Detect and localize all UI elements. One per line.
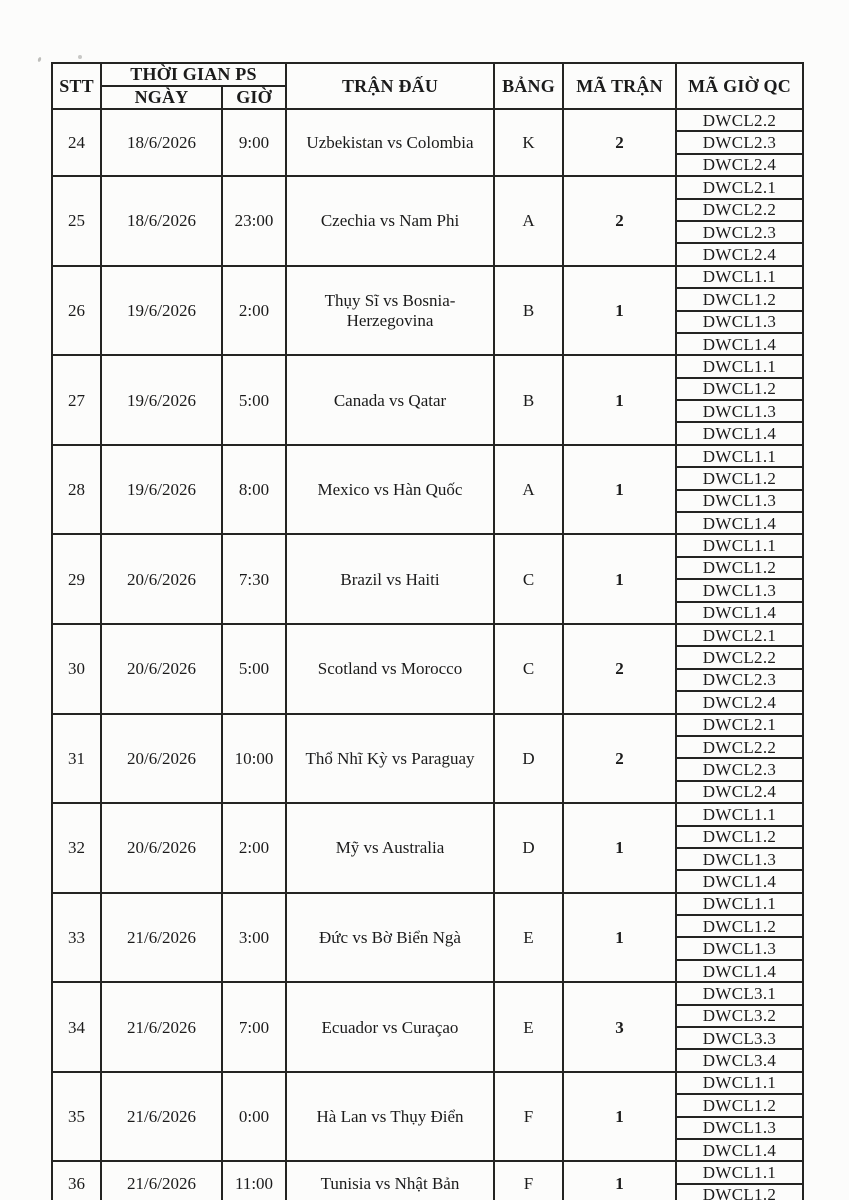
ad-time-code-cell: DWCL2.2: [676, 199, 803, 221]
group-cell: F: [494, 1161, 563, 1200]
stt-cell: 35: [52, 1072, 101, 1162]
match-row: [52, 1072, 803, 1094]
stt-cell: 25: [52, 176, 101, 266]
date-cell: 19/6/2026: [101, 266, 222, 356]
ad-time-code-cell: DWCL1.3: [676, 1117, 803, 1139]
ad-time-code-cell: DWCL1.4: [676, 512, 803, 534]
ad-time-code-cell: DWCL1.3: [676, 400, 803, 422]
group-cell: K: [494, 109, 563, 176]
ad-time-code-cell: DWCL1.1: [676, 1072, 803, 1094]
time-cell: 5:00: [222, 624, 286, 714]
date-cell: 20/6/2026: [101, 624, 222, 714]
stt-cell: 32: [52, 803, 101, 893]
match-code-cell: 3: [563, 982, 676, 1072]
date-cell: 21/6/2026: [101, 893, 222, 983]
match-row: [52, 176, 803, 198]
ad-time-code-cell: DWCL1.4: [676, 870, 803, 892]
ad-time-code-cell: DWCL1.1: [676, 445, 803, 467]
ad-time-code-cell: DWCL1.1: [676, 355, 803, 377]
header-ngay: NGÀY: [101, 86, 222, 109]
ad-time-code-cell: DWCL2.3: [676, 669, 803, 691]
group-cell: E: [494, 893, 563, 983]
stt-cell: 36: [52, 1161, 101, 1200]
ad-time-code-cell: DWCL1.4: [676, 333, 803, 355]
header-stt: STT: [52, 63, 101, 109]
match-cell: Uzbekistan vs Colombia: [286, 109, 494, 176]
ad-time-code-cell: DWCL2.4: [676, 243, 803, 265]
time-cell: 10:00: [222, 714, 286, 804]
ad-time-code-cell: DWCL3.4: [676, 1049, 803, 1071]
match-row: [52, 982, 803, 1004]
match-row: [52, 355, 803, 377]
group-cell: F: [494, 1072, 563, 1162]
header-thoi-gian-ps: THỜI GIAN PS: [101, 63, 286, 86]
ad-time-code-cell: DWCL1.4: [676, 422, 803, 444]
match-cell: Tunisia vs Nhật Bản: [286, 1161, 494, 1200]
group-cell: B: [494, 355, 563, 445]
time-cell: 7:30: [222, 534, 286, 624]
header-ma-gio-qc: MÃ GIỜ QC: [676, 63, 803, 109]
time-cell: 9:00: [222, 109, 286, 176]
match-row: [52, 445, 803, 467]
date-cell: 20/6/2026: [101, 714, 222, 804]
match-cell: Hà Lan vs Thụy Điển: [286, 1072, 494, 1162]
date-cell: 18/6/2026: [101, 109, 222, 176]
ad-time-code-cell: DWCL2.4: [676, 781, 803, 803]
stt-cell: 29: [52, 534, 101, 624]
match-row: [52, 1161, 803, 1183]
stt-cell: 27: [52, 355, 101, 445]
stt-cell: 31: [52, 714, 101, 804]
time-cell: 2:00: [222, 266, 286, 356]
ad-time-code-cell: DWCL1.2: [676, 378, 803, 400]
ad-time-code-cell: DWCL1.2: [676, 467, 803, 489]
ad-time-code-cell: DWCL2.3: [676, 221, 803, 243]
ad-time-code-cell: DWCL2.3: [676, 131, 803, 153]
ad-time-code-cell: DWCL1.4: [676, 1139, 803, 1161]
match-row: [52, 893, 803, 915]
stt-cell: 28: [52, 445, 101, 535]
schedule-table-header: [52, 63, 803, 109]
date-cell: 20/6/2026: [101, 803, 222, 893]
match-cell: Scotland vs Morocco: [286, 624, 494, 714]
ad-time-code-cell: DWCL2.4: [676, 154, 803, 176]
ad-time-code-cell: DWCL1.1: [676, 534, 803, 556]
match-code-cell: 1: [563, 893, 676, 983]
ad-time-code-cell: DWCL2.2: [676, 736, 803, 758]
ad-time-code-cell: DWCL1.3: [676, 937, 803, 959]
ad-time-code-cell: DWCL2.1: [676, 624, 803, 646]
match-code-cell: 1: [563, 1072, 676, 1162]
date-cell: 20/6/2026: [101, 534, 222, 624]
ad-time-code-cell: DWCL1.1: [676, 1161, 803, 1183]
match-cell: Mexico vs Hàn Quốc: [286, 445, 494, 535]
header-ma-tran: MÃ TRẬN: [563, 63, 676, 109]
ad-time-code-cell: DWCL2.2: [676, 646, 803, 668]
ad-time-code-cell: DWCL1.2: [676, 1184, 803, 1200]
ad-time-code-cell: DWCL1.1: [676, 803, 803, 825]
group-cell: B: [494, 266, 563, 356]
date-cell: 21/6/2026: [101, 982, 222, 1072]
ad-time-code-cell: DWCL1.4: [676, 960, 803, 982]
ad-time-code-cell: DWCL1.3: [676, 579, 803, 601]
ad-time-code-cell: DWCL1.1: [676, 893, 803, 915]
match-code-cell: 1: [563, 266, 676, 356]
group-cell: A: [494, 445, 563, 535]
ad-time-code-cell: DWCL1.3: [676, 490, 803, 512]
ad-time-code-cell: DWCL1.2: [676, 915, 803, 937]
match-code-cell: 2: [563, 624, 676, 714]
match-code-cell: 1: [563, 355, 676, 445]
schedule-table: [51, 62, 804, 1200]
match-code-cell: 1: [563, 1161, 676, 1200]
match-cell: Brazil vs Haiti: [286, 534, 494, 624]
date-cell: 21/6/2026: [101, 1161, 222, 1200]
match-cell: Ecuador vs Curaçao: [286, 982, 494, 1072]
stt-cell: 33: [52, 893, 101, 983]
match-code-cell: 1: [563, 534, 676, 624]
group-cell: A: [494, 176, 563, 266]
time-cell: 0:00: [222, 1072, 286, 1162]
ad-time-code-cell: DWCL1.2: [676, 826, 803, 848]
ad-time-code-cell: DWCL3.2: [676, 1005, 803, 1027]
ad-time-code-cell: DWCL3.3: [676, 1027, 803, 1049]
match-row: [52, 803, 803, 825]
match-row: [52, 109, 803, 131]
ad-time-code-cell: DWCL1.2: [676, 1094, 803, 1116]
ad-time-code-cell: DWCL1.3: [676, 311, 803, 333]
schedule-table-body: [52, 109, 803, 1200]
match-cell: Thụy Sĩ vs Bosnia-Herzegovina: [286, 266, 494, 356]
match-code-cell: 1: [563, 445, 676, 535]
time-cell: 23:00: [222, 176, 286, 266]
header-tran-dau: TRẬN ĐẤU: [286, 63, 494, 109]
stt-cell: 34: [52, 982, 101, 1072]
time-cell: 2:00: [222, 803, 286, 893]
match-row: [52, 534, 803, 556]
date-cell: 18/6/2026: [101, 176, 222, 266]
group-cell: C: [494, 624, 563, 714]
match-row: [52, 624, 803, 646]
time-cell: 5:00: [222, 355, 286, 445]
ad-time-code-cell: DWCL1.3: [676, 848, 803, 870]
group-cell: C: [494, 534, 563, 624]
stt-cell: 26: [52, 266, 101, 356]
match-cell: Đức vs Bờ Biển Ngà: [286, 893, 494, 983]
match-cell: Canada vs Qatar: [286, 355, 494, 445]
scan-speck: [78, 55, 82, 59]
ad-time-code-cell: DWCL1.4: [676, 602, 803, 624]
scan-speck: [37, 57, 42, 63]
ad-time-code-cell: DWCL1.2: [676, 557, 803, 579]
time-cell: 7:00: [222, 982, 286, 1072]
header-bang: BẢNG: [494, 63, 563, 109]
stt-cell: 24: [52, 109, 101, 176]
ad-time-code-cell: DWCL2.4: [676, 691, 803, 713]
date-cell: 19/6/2026: [101, 355, 222, 445]
time-cell: 11:00: [222, 1161, 286, 1200]
match-code-cell: 2: [563, 176, 676, 266]
ad-time-code-cell: DWCL2.2: [676, 109, 803, 131]
group-cell: E: [494, 982, 563, 1072]
ad-time-code-cell: DWCL3.1: [676, 982, 803, 1004]
date-cell: 19/6/2026: [101, 445, 222, 535]
match-cell: Mỹ vs Australia: [286, 803, 494, 893]
date-cell: 21/6/2026: [101, 1072, 222, 1162]
match-row: [52, 266, 803, 288]
ad-time-code-cell: DWCL2.3: [676, 758, 803, 780]
ad-time-code-cell: DWCL1.2: [676, 288, 803, 310]
time-cell: 3:00: [222, 893, 286, 983]
time-cell: 8:00: [222, 445, 286, 535]
match-row: [52, 714, 803, 736]
header-gio: GIỜ: [222, 86, 286, 109]
group-cell: D: [494, 803, 563, 893]
match-cell: Thổ Nhĩ Kỳ vs Paraguay: [286, 714, 494, 804]
match-code-cell: 1: [563, 803, 676, 893]
ad-time-code-cell: DWCL2.1: [676, 714, 803, 736]
match-code-cell: 2: [563, 109, 676, 176]
ad-time-code-cell: DWCL1.1: [676, 266, 803, 288]
match-code-cell: 2: [563, 714, 676, 804]
stt-cell: 30: [52, 624, 101, 714]
group-cell: D: [494, 714, 563, 804]
ad-time-code-cell: DWCL2.1: [676, 176, 803, 198]
match-cell: Czechia vs Nam Phi: [286, 176, 494, 266]
